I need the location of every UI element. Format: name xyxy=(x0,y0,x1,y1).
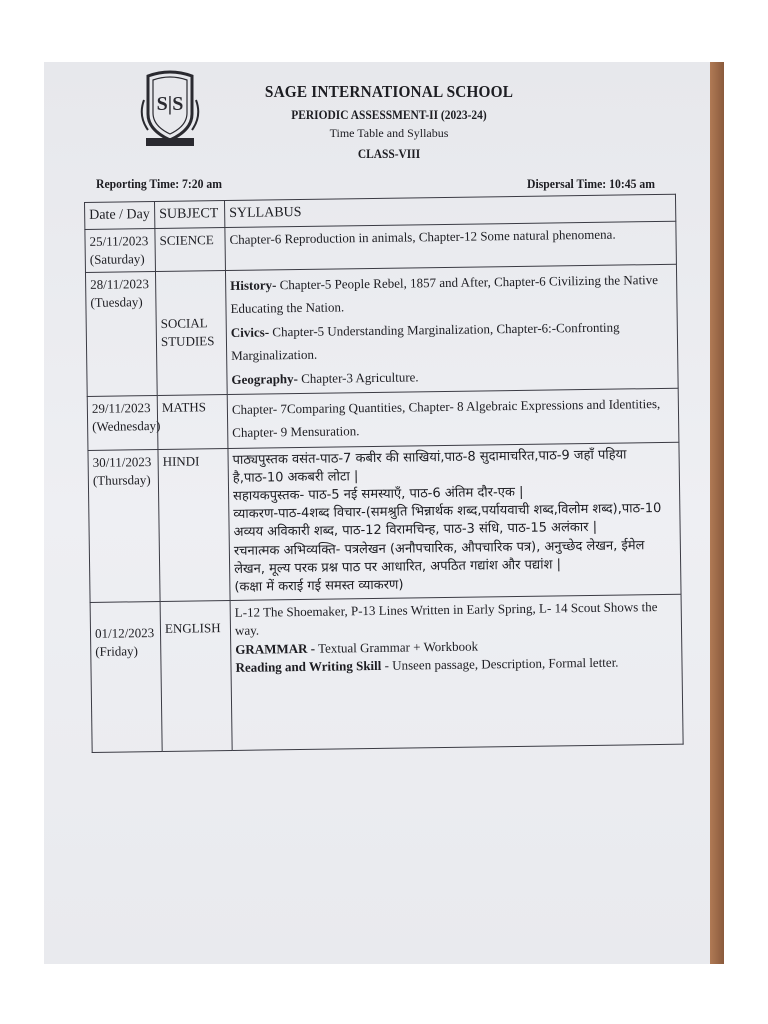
section-key: Geography- xyxy=(231,370,299,387)
document-subtitle: Time Table and Syllabus xyxy=(329,126,449,140)
timetable xyxy=(84,194,684,753)
header-subject: SUBJECT xyxy=(155,201,225,229)
date-cell xyxy=(85,271,157,396)
syllabus-line xyxy=(231,315,674,368)
header-date-day: Date / Day xyxy=(85,202,155,230)
section-text: Chapter-3 Agriculture. xyxy=(297,368,419,386)
syllabus-cell xyxy=(227,388,679,448)
syllabus-line: Chapter-6 Reproduction in animals, Chapter-12 Some natural phenomena. xyxy=(229,226,616,247)
svg-text:S|S: S|S xyxy=(156,93,184,115)
exam-day: (Wednesday) xyxy=(92,418,161,435)
date-cell xyxy=(90,602,162,753)
exam-date: 29/11/2023 xyxy=(91,400,151,416)
class-label: CLASS-VIII xyxy=(357,146,421,161)
section-key: History- xyxy=(230,277,277,293)
wooden-table-edge xyxy=(710,62,724,964)
date-cell xyxy=(87,395,161,450)
syllabus-line: L-12 The Shoemaker, P-13 Lines Written in Early Spring, L- 14 Scout Shows the way. xyxy=(234,599,658,639)
syllabus-line: व्याकरण-पाठ-4शब्द विचार-(समश्रुति भिन्नार्थक शब्द,पर्यायवाची शब्द,विलोम शब्द),पाठ-10 अव्यय अविकारी शब्द, पाठ-12 विरामचिन्ह, पाठ-3 संधि, पाठ-15 अलंकार | xyxy=(233,501,662,541)
subject-cell: HINDI xyxy=(158,448,230,601)
syllabus-line: रचनात्मक अभिव्यक्ति- पत्रलेखन (अनौपचारिक, औपचारिक पत्र), अनुच्छेद लेखन, ईमेल लेखन, मूल्य परक प्रश्न पाठ पर आधारित, अपठित गद्यांश और पद्यांश | xyxy=(233,537,645,577)
date-cell xyxy=(88,449,160,602)
table-row xyxy=(90,594,683,752)
dispersal-time: Dispersal Time: 10:45 am xyxy=(527,176,655,191)
subject-cell: MATHS xyxy=(157,394,228,449)
subject-cell: SOCIAL STUDIES xyxy=(155,271,227,396)
syllabus-cell xyxy=(225,264,678,394)
section-text: Textual Grammar + Workbook xyxy=(314,638,479,656)
school-crest-icon xyxy=(140,70,200,148)
exam-sheet xyxy=(44,62,710,964)
exam-date: 30/11/2023 xyxy=(92,453,152,470)
syllabus-cell xyxy=(230,594,683,750)
document-header xyxy=(244,82,534,162)
section-key: Civics- xyxy=(230,324,270,340)
syllabus-line: (कक्षा में कराई गई समस्त व्याकरण) xyxy=(234,577,404,595)
exam-date: 28/11/2023 xyxy=(90,276,149,292)
syllabus-line: Chapter- 7Comparing Quantities, Chapter- 8 Algebraic Expressions and Identities, Chapter- 9 Mensuration. xyxy=(231,395,661,441)
table-row xyxy=(87,388,679,450)
section-text: Chapter-5 People Rebel, 1857 and After, Chapter-6 Civilizing the Native Educating the Nation. xyxy=(230,271,659,317)
subject-cell: ENGLISH xyxy=(160,601,232,752)
syllabus-cell xyxy=(228,442,681,601)
date-cell xyxy=(85,228,156,272)
exam-day: (Tuesday) xyxy=(90,294,143,311)
section-key: GRAMMAR - xyxy=(235,640,316,657)
table-row xyxy=(88,442,681,603)
section-text: Chapter-5 Understanding Marginalization, Chapter-6:-Confronting Marginalization. xyxy=(231,319,620,364)
syllabus-line: पाठ्यपुस्तक वसंत-पाठ-7 कबीर की साखियां,पाठ-8 सुदामाचरित,पाठ-9 जहाँ पहिया है,पाठ-10 अकबरी लोटा | xyxy=(232,447,627,486)
subject-cell: SCIENCE xyxy=(155,227,226,271)
exam-day: (Saturday) xyxy=(89,250,145,267)
exam-date: 01/12/2023 xyxy=(94,625,155,642)
syllabus-line: सहायकपुस्तक- पाठ-5 नई समस्याएँ, पाठ-6 अंतिम दौर-एक | xyxy=(233,484,524,505)
table-row xyxy=(85,264,678,396)
exam-day: (Thursday) xyxy=(92,471,151,488)
document-photo xyxy=(44,62,724,964)
assessment-title: PERIODIC ASSESSMENT-II (2023-24) xyxy=(291,107,487,122)
exam-day: (Friday) xyxy=(95,643,138,660)
exam-date: 25/11/2023 xyxy=(89,232,149,249)
syllabus-line xyxy=(230,268,673,321)
section-text: - Unseen passage, Description, Formal letter. xyxy=(381,654,619,673)
reporting-time: Reporting Time: 7:20 am xyxy=(96,176,222,191)
syllabus-cell xyxy=(225,221,677,271)
header-syllabus: SYLLABUS xyxy=(224,194,675,227)
school-name: SAGE INTERNATIONAL SCHOOL xyxy=(264,82,514,101)
section-key: Reading and Writing Skill xyxy=(235,657,382,675)
